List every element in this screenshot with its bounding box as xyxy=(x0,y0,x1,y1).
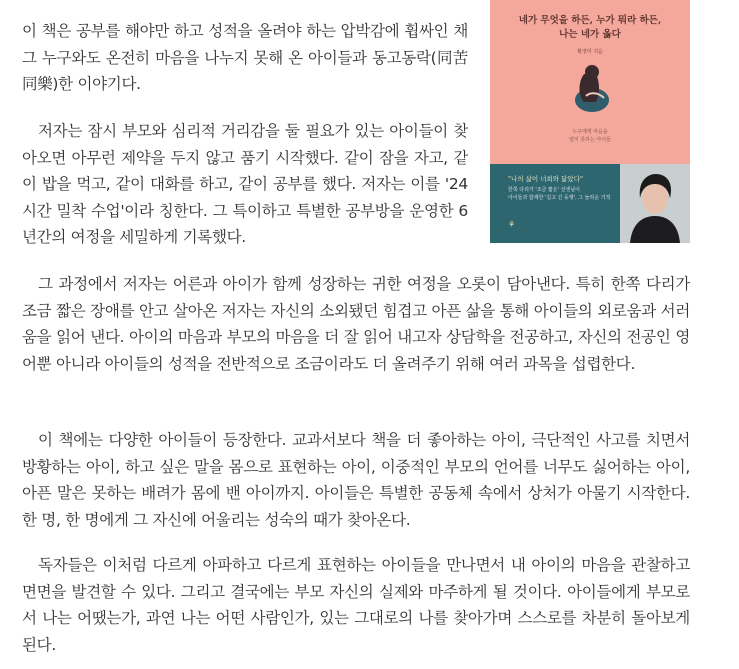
publisher-logo-icon: ⚘ xyxy=(508,220,516,229)
paragraph-intro: 이 책은 공부를 해야만 하고 성적을 올려야 하는 압박감에 휩싸인 채 그 누구와도 온전히 마음을 나누지 못해 온 아이들과 동고동락(同苦同樂)한 이야기다. xyxy=(22,22,468,93)
paragraph-children: 이 책에는 다양한 아이들이 등장한다. 교과서보다 책을 더 좋아하는 아이, 극단적인 사고를 치면서 방황하는 아이, 하고 싶은 말을 몸으로 표현하는 아이, 이중적인 부모의 언어를 너무도 싫어하는 아이, 아픈 말은 못하는 배려가 몸에 밴 아이까지. 아이들은 특별한 공동체 속에서 상처가 아물기 시작한다. 한 명, 한 명에게 그 자신에 어울리는 성숙의 때가 찾아온다. xyxy=(22,431,690,529)
book-cover-quote: "나의 삶이 너희와 닮았다" xyxy=(508,175,583,183)
book-cover-author: 황정미 지음 xyxy=(577,49,603,55)
book-cover-band xyxy=(490,164,690,243)
book-cover-band-line1: 한쪽 다리가 '조금 짧은' 선생님이 xyxy=(508,187,580,193)
book-cover-band-text xyxy=(508,186,628,202)
book-cover-band-line2: 아이들과 함께한 '길고 긴 동행', 그 놀라운 기적 xyxy=(508,195,611,201)
book-cover-title-line1: 네가 무엇을 하든, 누가 뭐라 하든, xyxy=(518,15,662,26)
book-cover-title-line2: 나는 네가 옳다 xyxy=(559,29,621,40)
book-cover-title xyxy=(490,14,690,42)
paragraph-readers: 독자들은 이처럼 다르게 아파하고 다르게 표현하는 아이들을 만나면서 내 아이의 마음을 관찰하고 면면을 발견할 수 있다. 그리고 결국에는 부모 자신의 실제와 마주하게 될 것이다. 아이들에게 부모로서 나는 어땠는가, 과연 나는 어떤 사람인가, 있는 그대로의 나를 찾아가며 스스로를 차분히 돌아보게 된다. xyxy=(22,556,690,654)
book-cover-image xyxy=(490,0,690,243)
book-cover-subtitle xyxy=(490,128,690,144)
paragraph-author-method: 저자는 잠시 부모와 심리적 거리감을 둘 필요가 있는 아이들이 찾아오면 아무런 제약을 두지 않고 품기 시작했다. 같이 잠을 자고, 같이 밥을 먹고, 같이 대화를 하고, 같이 공부를 했다. 저자는 이를 '24시간 밀착 수업'이라 칭한다. 그 특이하고 특별한 공부방을 운영한 6년간의 여정을 세밀하게 기록했다. xyxy=(22,122,468,246)
crouching-girl-illustration xyxy=(562,56,622,116)
paragraph-journey: 그 과정에서 저자는 어른과 아이가 함께 성장하는 귀한 여정을 오롯이 담아낸다. 특히 한쪽 다리가 조금 짧은 장애를 안고 살아온 저자는 자신의 소외됐던 힘겹고 아픈 삶을 통해 아이들의 외로움과 서러움을 읽어 낸다. 아이의 마음과 부모의 마음을 더 잘 읽어 내고자 상담학을 전공하고, 자신의 전공인 영어뿐 아니라 아이들의 성적을 전반적으로 조금이라도 더 올려주기 위해 여러 과목을 섭렵한다. xyxy=(22,275,690,373)
book-cover-subtitle-line1: 누구에게 마음을 xyxy=(572,129,608,135)
author-photo xyxy=(620,164,690,243)
book-cover-subtitle-line2: 열지 못하는 아이들 xyxy=(569,137,611,143)
